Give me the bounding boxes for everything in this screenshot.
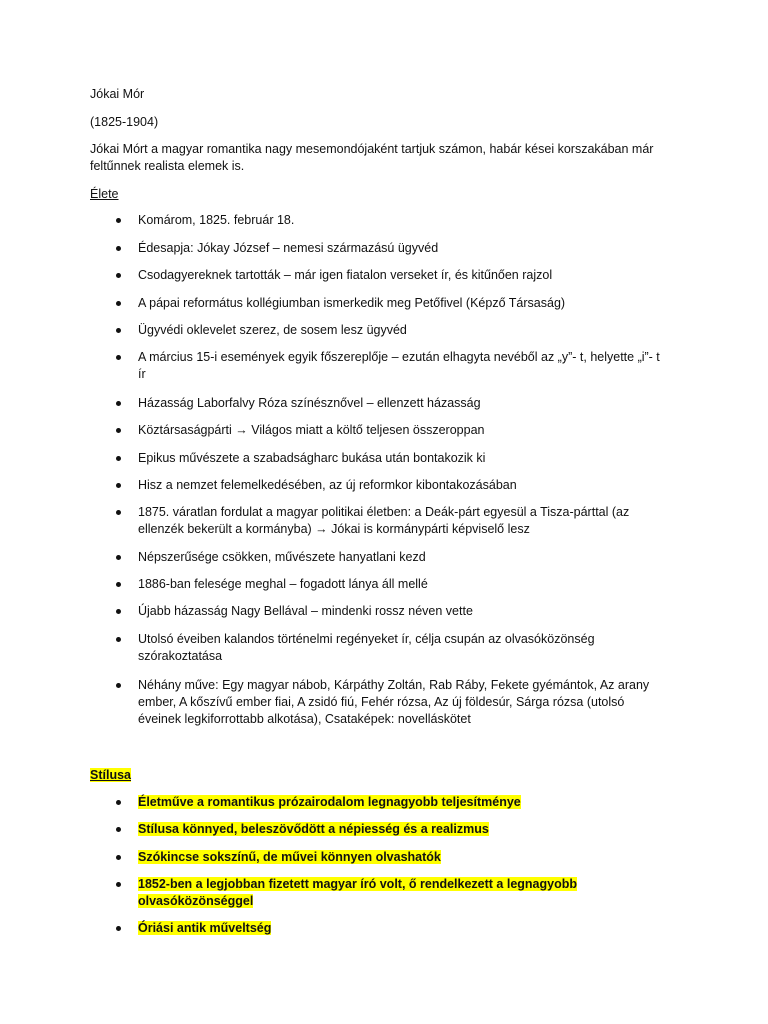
- bullet-icon: [116, 246, 121, 251]
- bullet-icon: [116, 555, 121, 560]
- bullet-icon: [116, 456, 121, 461]
- bullet-icon: [116, 428, 121, 433]
- bullet-icon: [116, 609, 121, 614]
- document-title: Jókai Mór: [90, 87, 145, 101]
- lifespan-dates: (1825-1904): [90, 115, 159, 129]
- document-page: Jókai Mór (1825-1904) Jókai Mórt a magyar romantika nagy mesemondójaként tartjuk számon, habár kései korszakában már feltűnnek realista elemek is. Élete Komárom, 1825. február 18. Édesapja: Jókay József – nemesi származású ügyvéd Csodagyereknek tartották – már igen fiatalon verseket ír, és kitűnően rajzol A pápai református kollégiumban ismerkedik meg Petőfivel (Képző Társaság) Ügyvédi oklevelet szerez, de sosem lesz ügyvéd A március 15-i események egyik főszereplője – ezután elhagyta nevéből az „y”- t, helyette „i”- t ír Házasság Laborfalvy Róza színésznővel – ellenzett házasság Köztársaságpárti → Világos miatt a költő teljesen összeroppan Epikus művészete a szabadságharc bukása után bontakozik ki Hisz a nemzet felemelkedésében, az új reformkor kibontakozásában 1875. váratlan fordulat a magyar politikai életben: a Deák-párt egyesül a Tisza-párttal (az ellenzék bekerült a kormányba) → Jókai is kormánypárti képviselő lesz Népszerűsége csökken, művészete hanyatlani kezd 1886-ban felesége meghal – fogadott lánya áll mellé Újabb házasság Nagy Bellával – mindenki rossz néven vette Utolsó éveiben kalandos történelmi regényeket ír, célja csupán az olvasóközönség szórakoztatása Néhány műve: Egy magyar nábob, Kárpáthy Zoltán, Rab Ráby, Fekete gyémántok, Az arany ember, A kőszívű ember fiai, A zsidó fiú, Fehér rózsa, Az új földesúr, Sárga rózsa (utolsó éveinek legkiforrottabb alkotása), Csataképek: novelláskötet Stílusa Életműve a romantikus prózairodalom legnagyobb teljesítménye Stílusa könnyed, beleszövődött a népiesség és a realizmus Szókincse sokszínű, de művei könnyen olvashatók 1852-ben a legjobban fizetett magyar író volt, ő rendelkezett a legnagyobb olvasóközönséggel Óriási antik műveltség: [0, 0, 768, 1024]
- bullet-icon: [116, 328, 121, 333]
- bullet-icon: [116, 637, 121, 642]
- bullet-icon: [116, 218, 121, 223]
- bullet-icon: [116, 882, 121, 887]
- section-heading-stilusa: Stílusa: [90, 768, 131, 782]
- bullet-icon: [116, 827, 121, 832]
- bullet-icon: [116, 683, 121, 688]
- bullet-icon: [116, 301, 121, 306]
- section-heading-elete: Élete: [90, 187, 119, 201]
- bullet-icon: [116, 401, 121, 406]
- bullet-icon: [116, 510, 121, 515]
- bullet-icon: [116, 355, 121, 360]
- intro-paragraph: Jókai Mórt a magyar romantika nagy mesemondójaként tartjuk számon, habár kései korszakában már feltűnnek realista elemek is.: [90, 142, 654, 173]
- bullet-icon: [116, 273, 121, 278]
- bullet-icon: [116, 800, 121, 805]
- bullet-icon: [116, 582, 121, 587]
- bullet-icon: [116, 855, 121, 860]
- bullet-icon: [116, 483, 121, 488]
- bullet-icon: [116, 926, 121, 931]
